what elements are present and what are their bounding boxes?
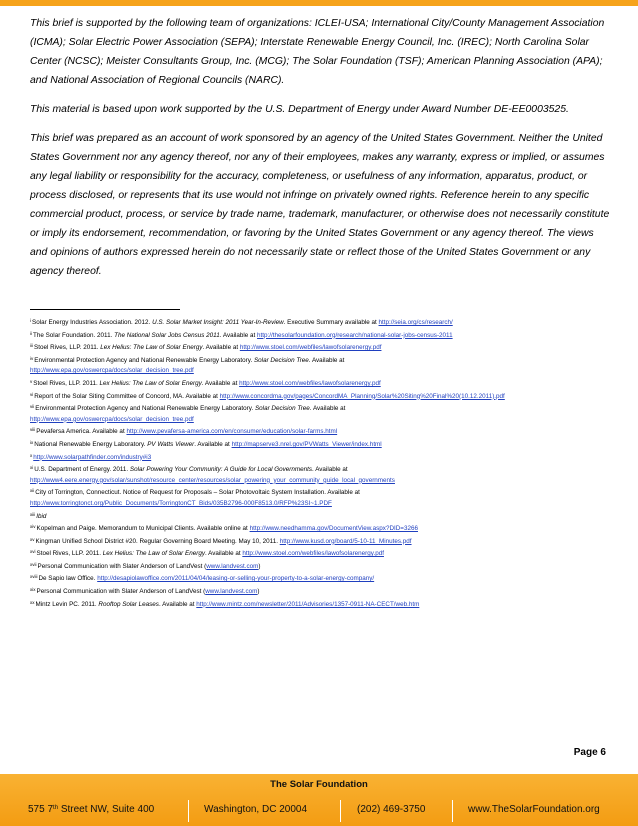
footnote-item — [30, 547, 615, 560]
footnote-link[interactable]: http://thesolarfoundation.org/research/national-solar-jobs-census-2011 — [257, 331, 453, 339]
footnote-item — [30, 535, 615, 548]
footnote-text: . Available at — [201, 379, 240, 387]
footnote-text: ) — [258, 562, 261, 570]
footnote-marker: xiv — [30, 524, 36, 530]
footnote-link[interactable]: http://www.needhamma.gov/DocumentView.aspx?DID=3266 — [249, 525, 418, 533]
footnote-text: Report of the Solar Siting Committee of Concord, MA. Available at — [34, 392, 220, 400]
footnote-link[interactable]: http://www.kusd.org/board/5-10-11_Minutes.pdf — [279, 537, 412, 545]
footnote-link[interactable]: http://www.concordma.gov/pages/ConcordMA_Planning/Solar%20Siting%20Final%20(10.12.2011).pdf — [219, 392, 505, 400]
footnote-link[interactable]: http://www.pevafersa-america.com/en/consumer/education/solar-farms.html — [126, 428, 338, 436]
footnote-title: Lex Helius: The Law of Solar Energy — [102, 550, 205, 558]
footnote-item — [30, 402, 615, 415]
footnote-text: National Renewable Energy Laboratory. — [34, 440, 148, 448]
footnote-link[interactable]: www.landvest.com — [206, 562, 259, 570]
footnote-marker: xvii — [30, 561, 37, 567]
footnote-text: . Available at — [219, 331, 258, 339]
address-line-end: Street NW, Suite 400 — [58, 804, 155, 815]
page-footer — [0, 774, 638, 826]
footnote-text: Environmental Protection Agency and National Renewable Energy Laboratory. — [34, 356, 254, 364]
footer-address — [28, 804, 154, 815]
footnote-title: Rooftop Solar Leases — [98, 600, 159, 608]
footer-divider — [188, 800, 189, 822]
footnote-link[interactable]: http://www.epa.gov/oswercpa/docs/solar_decision_tree.pdf — [30, 367, 194, 375]
footnote-text: Stoel Rives, LLP. 2011. — [33, 379, 100, 387]
footnote-title: U.S. Solar Market Insight: 2011 Year-In-Review — [152, 319, 284, 326]
footnote-text: . Available at — [202, 344, 240, 352]
footnote-item — [30, 560, 615, 573]
footnote-link[interactable]: http://www.stoel.com/webfiles/lawofsolarenergy.pdf — [239, 379, 381, 387]
footnote-text: City of Torrington, Connecticut. Notice of Request for Proposals – Solar Photovoltaic System Installation. Available at — [35, 489, 360, 497]
brief-disclaimer — [30, 14, 610, 291]
footnote-title: Solar Decision Tree — [254, 405, 310, 413]
footnote-marker: x — [30, 452, 33, 458]
footnote-item — [30, 486, 615, 499]
footnote-title: Ibid — [36, 512, 47, 520]
footnote-link[interactable]: http://seia.org/cs/research/ — [378, 319, 453, 326]
footnote-text: De Sapio law Office. — [38, 575, 98, 583]
footer-divider — [340, 800, 341, 822]
government-disclaimer-paragraph: This brief was prepared as an account of work sponsored by an agency of the United States Government. Neither the United States Government nor any agency thereof, nor any of their employees, makes any warranty, express or implied, or assumes any legal liability or responsibility for the accuracy, completeness, or usefulness of any information, apparatus, product, or process disclosed, or represents that its use would not infringe on privately owned rights. Reference herein to any specific commercial product, process, or service by trade name, trademark, manufacturer, or otherwise does not necessarily constitute or imply its endorsement, recommendation, or favoring by the United States Government or any agency thereof. The views and opinions of authors expressed herein do not necessarily state or reflect those of the United States Government or any agency thereof. — [30, 133, 610, 277]
footnote-item — [30, 572, 615, 585]
page-number: Page 6 — [573, 747, 606, 758]
footnote-item — [30, 366, 615, 377]
footnote-title: Lex Helius: The Law of Solar Energy — [100, 344, 203, 352]
footnote-text: Stoel Rives, LLP. 2011. — [34, 344, 101, 352]
footnote-text: Personal Communication with Slater Anderson of LandVest ( — [36, 588, 206, 596]
footnote-item — [30, 354, 615, 367]
footnote-item — [30, 585, 615, 598]
footnote-item — [30, 425, 615, 438]
footnotes-list — [30, 316, 615, 610]
footnote-item — [30, 463, 615, 476]
footnote-link[interactable]: http://www.epa.gov/oswercpa/docs/solar_decision_tree.pdf — [30, 415, 194, 423]
footnote-link[interactable]: http://www.solarpathfinder.com/industry#i3 — [33, 453, 152, 461]
footnote-marker: vii — [30, 404, 35, 410]
supporting-organizations-paragraph: This brief is supported by the following team of organizations: ICLEI-USA; International City/County Management Association (ICMA); Solar Electric Power Association (SEPA); Interstate Renewable Energy Council, Inc. (IREC); North Carolina Solar Center (NCSC); Meister Consultants Group, Inc. (MCG); The Solar Foundation (TSF); American Planning Association (APA); and National Association of Regional Councils (NARC). — [30, 18, 605, 86]
footnote-marker: xvi — [30, 549, 36, 555]
footnote-separator — [30, 309, 180, 310]
footnote-link[interactable]: http://desapiolawoffice.com/2011/04/04/leasing-or-selling-your-property-to-a-solar-energy-company/ — [97, 575, 375, 583]
footnote-item — [30, 341, 615, 354]
footer-divider — [452, 800, 453, 822]
footnote-item — [30, 522, 615, 535]
footnote-marker: xv — [30, 536, 35, 542]
footnote-text: Personal Communication with Slater Anderson of LandVest ( — [37, 562, 207, 570]
footnote-title: Solar Powering Your Community: A Guide for Local Governments — [129, 466, 313, 474]
footnote-item — [30, 377, 615, 390]
footnote-marker: xi — [30, 465, 34, 471]
footnote-link[interactable]: http://www.torringtonct.org/Public_Documents/TorringtonCT_Bids/035B2796-000F8513.0/RFP%23SI~1.PDF — [30, 499, 332, 507]
footnote-text: . Available at — [158, 600, 197, 608]
footnote-link[interactable]: http://www.stoel.com/webfiles/lawofsolarenergy.pdf — [242, 550, 384, 558]
address-ordinal: th — [53, 805, 59, 811]
footnote-link[interactable]: http://www4.eere.energy.gov/solar/sunshot/resource_center/resources/solar_powering_your_community_guide_local_governments — [30, 476, 395, 484]
footnote-marker: xix — [30, 587, 36, 593]
footnote-marker: ii — [30, 330, 32, 336]
footnote-title: The National Solar Jobs Census 2011 — [114, 331, 220, 339]
footnote-text: Kingman Unified School District #20. Regular Governing Board Meeting. May 10, 2011. — [35, 537, 280, 545]
footer-phone: (202) 469-3750 — [357, 804, 426, 815]
footnote-marker: v — [30, 378, 33, 384]
footnote-item — [30, 451, 615, 464]
footnote-link[interactable]: http://www.mintz.com/newsletter/2011/Advisories/1357-0911-NA-CECT/web.htm — [196, 600, 420, 608]
footnote-marker: xx — [30, 599, 35, 605]
top-accent-bar — [0, 0, 638, 6]
footnote-text: ) — [257, 588, 260, 596]
footer-city: Washington, DC 20004 — [204, 804, 308, 815]
footnote-text: . Available at — [308, 356, 345, 364]
footnote-text: Pevafersa America. Available at — [36, 428, 127, 436]
footnote-text: . Available at — [194, 440, 232, 448]
address-line-start: 575 7 — [28, 804, 54, 815]
footnote-marker: ix — [30, 439, 34, 445]
footnote-text: The Solar Foundation. 2011. — [33, 331, 115, 339]
footnote-item — [30, 316, 615, 329]
footnote-link[interactable]: http://mapserve3.nrel.gov/PVWatts_Viewer/index.html — [231, 440, 382, 448]
footnote-item — [30, 415, 615, 426]
footnote-marker: vi — [30, 391, 34, 397]
footnote-title: Solar Decision Tree — [253, 356, 309, 364]
footnote-marker: iii — [30, 343, 33, 349]
footnote-marker: xii — [30, 488, 35, 494]
footnote-marker: viii — [30, 427, 36, 433]
footnote-text: Solar Energy Industries Association. 2012. — [32, 319, 153, 326]
doe-award-paragraph: This material is based upon work supported by the U.S. Department of Energy under Award Number DE-EE0003525. — [30, 104, 569, 115]
footer-organization: The Solar Foundation — [270, 779, 368, 790]
footnote-text: Stoel Rives, LLP. 2011. — [36, 550, 103, 558]
footnote-marker: xiii — [30, 511, 36, 517]
footnote-text: . Available at — [309, 405, 346, 413]
footnote-item — [30, 499, 615, 510]
footnote-item — [30, 390, 615, 403]
footnote-text: Kopelman and Paige. Memorandum to Municipal Clients. Available online at — [36, 525, 250, 533]
footnote-item — [30, 510, 615, 523]
footnote-item — [30, 329, 615, 342]
footnote-marker: xviii — [30, 574, 38, 580]
footnote-link[interactable]: www.landvest.com — [205, 588, 258, 596]
footnote-item — [30, 598, 615, 611]
footnote-item — [30, 476, 615, 487]
footnote-title: Lex Helius: The Law of Solar Energy — [99, 379, 202, 387]
footnote-text: . Available at — [204, 550, 243, 558]
footnote-item — [30, 438, 615, 451]
footnote-text: Mintz Levin PC. 2011. — [35, 600, 99, 608]
footnote-text: . Executive Summary available at — [283, 319, 379, 326]
footnote-text: U.S. Department of Energy. 2011. — [34, 466, 130, 474]
footer-contact-row — [0, 800, 638, 822]
footnote-link[interactable]: http://www.stoel.com/webfiles/lawofsolarenergy.pdf — [239, 344, 382, 352]
footnote-title: PV Watts Viewer — [147, 440, 195, 448]
footnote-marker: i — [30, 318, 31, 323]
footnote-marker: iv — [30, 355, 34, 361]
footer-website-link[interactable]: www.TheSolarFoundation.org — [468, 804, 600, 815]
footnote-text: Environmental Protection Agency and National Renewable Energy Laboratory. — [35, 405, 255, 413]
footnote-text: . Available at — [312, 466, 348, 474]
